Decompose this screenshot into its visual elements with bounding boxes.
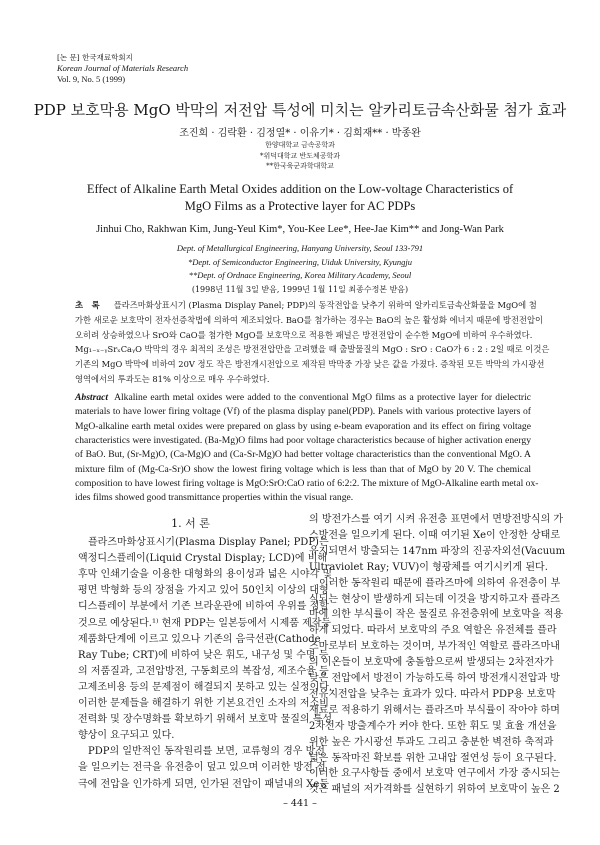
abstract-ko-label: 초 록: [75, 300, 100, 310]
abstract-en-text: materials to have lower firing voltage (Vf) of the plasma display panel(PDP). Panels with various protective layers of: [75, 406, 531, 418]
abstract-ko-text: 오히려 상승하였으나 SrO와 CaO를 첨가한 MgO를 보호막으로 적용한 패널은 방전전압이 순수한 MgO에 비하여 우수하였다.: [75, 329, 533, 340]
abstract-ko-line: [75, 329, 531, 342]
body-line: 의 방전가스를 여기 시켜 유전층 표면에서 면방전방식의 가: [309, 514, 564, 525]
abstract-en-label: Abstract: [75, 392, 109, 403]
body-line: PDP의 일반적인 동작원리를 보면, 교류형의 경우 방전: [88, 746, 325, 758]
body-line: 후막 인쇄기술을 이용한 대형화의 용이성과 넓은 시야각 및: [78, 569, 333, 581]
affiliation-en-2: *Dept. of Semiconductor Engineering, Uiduk University, Kyungju: [187, 257, 413, 267]
abstract-en-line: [75, 420, 531, 434]
body-line: 유지되면서 방출되는 147nm 파장의 진공자외선(Vacuum: [309, 545, 566, 557]
section-title-introduction: 1. 서 론: [171, 517, 210, 530]
body-line: 위한 높은 가시광선 투과도 그리고 충분한 벽전하 축적과: [309, 736, 554, 748]
affiliation-en-1: Dept. of Metallurgical Engineering, Hanyang University, Seoul 133-791: [176, 243, 424, 253]
abstract-ko-text: 기존의 MgO 박막에 비하여 20V 정도 작은 방전개시전압으로 제작된 박막중 가장 낮은 값을 가졌다. 증착된 모든 박막의 가시광선: [75, 359, 545, 370]
journal-volume: Vol. 9, No. 5 (1999): [57, 74, 126, 84]
abstract-en-line: [75, 448, 531, 462]
authors-en: Jinhui Cho, Rakhwan Kim, Jung-Yeul Kim*, You-Kee Lee*, Hee-Jae Kim** and Jong-Wan Park: [96, 224, 504, 235]
body-line: 넓은 동작마진 확보를 위한 고내압 절연성 등이 요구된다.: [309, 752, 557, 764]
body-line: 것으로 예상된다.¹⁾ 현재 PDP는 일본등에서 시제품 제작등: [78, 617, 332, 629]
body-line: 낮은 전압에서 방전이 가능하도록 하여 방전개시전압과 방: [309, 673, 560, 684]
abstract-en-line: [75, 434, 531, 448]
body-line: 것은 패널의 저가격화를 실현하기 위하여 보호막이 높은 2: [309, 784, 560, 796]
abstract-en-text: Alkaline earth metal oxides were added to the conventional MgO films as a protective layer for dielectric: [114, 392, 531, 403]
body-line: 스방전을 일으키게 된다. 이때 여기된 Xe이 안정한 상태로: [309, 529, 560, 541]
body-line: 마에 의한 부식률이 작은 물질로 유전층위에 보호막을 적용: [309, 609, 564, 621]
body-line: 2차전자 방출계수가 커야 한다. 또한 휘도 및 효율 개선을: [309, 720, 557, 732]
abstract-en-line: [75, 391, 531, 405]
affiliation-en-3: **Dept. of Ordnace Engineering, Korea Military Academy, Seoul: [188, 270, 412, 280]
abstract-ko-line: [75, 299, 537, 312]
body-line: 플라즈마화상표시기(Plasma Display Panel; PDP)는: [88, 537, 329, 548]
abstract-ko-line: [75, 314, 543, 327]
abstract-ko-text: 플라즈마화상표시기 (Plasma Display Panel; PDP)의 동작전압을 낮추기 위하여 알카리토금속산화물을 MgO에 첨: [113, 300, 537, 310]
body-line: Ray Tube; CRT)에 비하여 낮은 휘도, 내구성 및 수명 등: [78, 649, 329, 661]
body-line: 식되는 현상이 발생하게 되는데 이것을 방지하고자 플라즈: [309, 593, 560, 605]
journal-label: [논 문] 한국재료학회지: [57, 53, 133, 62]
abstract-en-line: [75, 405, 531, 419]
body-line: Ultraviolet Ray; VUV)이 형광체를 여기시키게 된다.: [309, 561, 548, 573]
abstract-ko-text: 가한 새로운 보호막이 전자선증착법에 의하여 제조되었다. BaO를 첨가하는 경우는 BaO의 높은 활성화 에너지 때문에 방전전압이: [75, 314, 543, 325]
title-en-line2: MgO Films as a Protective layer for AC PDPs: [184, 199, 416, 213]
body-line: 이러한 동작원리 때문에 플라즈마에 의하여 유전층이 부: [319, 577, 561, 589]
affiliation-ko-1: 한양대학교 금속공학과: [265, 141, 335, 149]
abstract-en-text: composition to have lowest firing voltage is MgO:SrO:CaO ratio of 6:2:2. The mixture of MgO-Alkaline earth metal ox-: [75, 477, 539, 489]
body-line: 제품화단계에 이르고 있으나 기존의 음극선관(Cathode: [78, 633, 321, 645]
body-line: 즈마로부터 보호하는 것이며, 부가적인 역할로 플라즈마내: [309, 641, 560, 653]
body-line: 하게 되었다. 따라서 보호막의 주요 역할은 유전체를 플라: [309, 625, 557, 637]
body-line: 의 저품질과, 고전압방전, 구동회로의 복잡성, 제조수율 등: [78, 665, 329, 677]
body-line: 극에 전압을 인가하게 되면, 인가된 전압이 패널내의 Xe등: [78, 778, 329, 790]
abstract-en-line: [75, 491, 531, 505]
body-line: 전유지전압을 낮추는 효과가 있다. 따라서 PDP용 보호막: [309, 688, 556, 700]
body-line: 향상이 요구되고 있다.: [78, 730, 175, 742]
abstract-en-text: mixture film of (Mg-Ca-Sr)O show the lowest firing voltage which is less than that of MgO by 20 V. The chemical: [75, 463, 531, 475]
affiliation-ko-2: *위덕대학교 반도체공학과: [259, 152, 341, 160]
abstract-ko-text: 영역에서의 투과도는 81% 이상으로 매우 우수하였다.: [75, 374, 270, 384]
abstract-en-line: [75, 463, 531, 477]
body-line: 고제조비용 등의 문제점이 해결되지 못하고 있는 실정이다.: [78, 681, 333, 693]
journal-name: Korean Journal of Materials Research: [57, 63, 189, 73]
abstract-ko-line: [75, 343, 550, 356]
body-line: 이러한 문제들을 해결하기 위한 기본요건인 소자의 저소비: [78, 698, 329, 709]
body-line: 액정디스플레이(Liquid Crystal Display; LCD)에 비해: [78, 553, 328, 565]
title-ko: PDP 보호막용 MgO 박막의 저전압 특성에 미치는 알카리토금속산화물 첨가 효과: [33, 101, 567, 119]
body-line: 을 일으키는 전극을 유전층이 덮고 있으며 이러한 방전 전: [78, 762, 326, 774]
page-number: – 441 –: [283, 798, 317, 809]
abstract-en-text: MgO-alkaline earth metal oxides were prepared on glass by using e-beam evaporation and its effect on firing voltage: [75, 420, 531, 432]
received-date: (1998년 11월 3일 받음, 1999년 1월 11일 최종수정본 받음): [191, 285, 409, 294]
title-en-line1: Effect of Alkaline Earth Metal Oxides addition on the Low-voltage Characteristics of: [86, 182, 514, 196]
abstract-ko-text: Mg₁₋ₓ₋ᵧSrₓCaᵧO 박막의 경우 최적의 조성은 방전전압만을 고려했을 때 출발물질의 MgO : SrO : CaO가 6 : 2 : 2일 때로 이것은: [75, 344, 550, 355]
abstract-ko-line: [75, 358, 545, 371]
authors-ko: 조진희 · 김락환 · 김정열* · 이유기* · 김희재** · 박종완: [179, 128, 421, 139]
body-line: 재료로 적용하기 위해서는 플라즈마 부식률이 작아야 하며: [309, 704, 560, 716]
body-line: 전력화 및 장수명화를 확보하기 위해서 보호막 물질의 특성: [78, 714, 333, 726]
affiliation-ko-3: **한국육군과학대학교: [266, 162, 334, 170]
abstract-en-text: ides films showed good transmittance properties within the visual range.: [75, 492, 354, 504]
body-line: 디스플레이 부분에서 기존 브라운관에 비하여 우위를 점할: [78, 601, 329, 613]
abstract-ko-line: [75, 373, 531, 386]
body-line: 평면 박형화 등의 장점을 가지고 있어 50인치 이상의 대형: [78, 585, 329, 597]
abstract-en-text: characteristics were investigated. (Ba-Mg)O films had poor voltage characteristics because of higher activation energy: [75, 434, 531, 446]
body-line: 이러한 요구사항들 중에서 보호막 연구에서 가장 중시되는: [309, 768, 560, 780]
abstract-en-text: of BaO. But, (Sr-Mg)O, (Ca-Mg)O and (Ca-Sr-Mg)O had better voltage characteristics than the conventional MgO. A: [75, 449, 531, 461]
body-line: 의 이온들이 보호막에 충돌함으로써 발생되는 2차전자가: [309, 657, 554, 669]
abstract-en-line: [75, 477, 539, 491]
